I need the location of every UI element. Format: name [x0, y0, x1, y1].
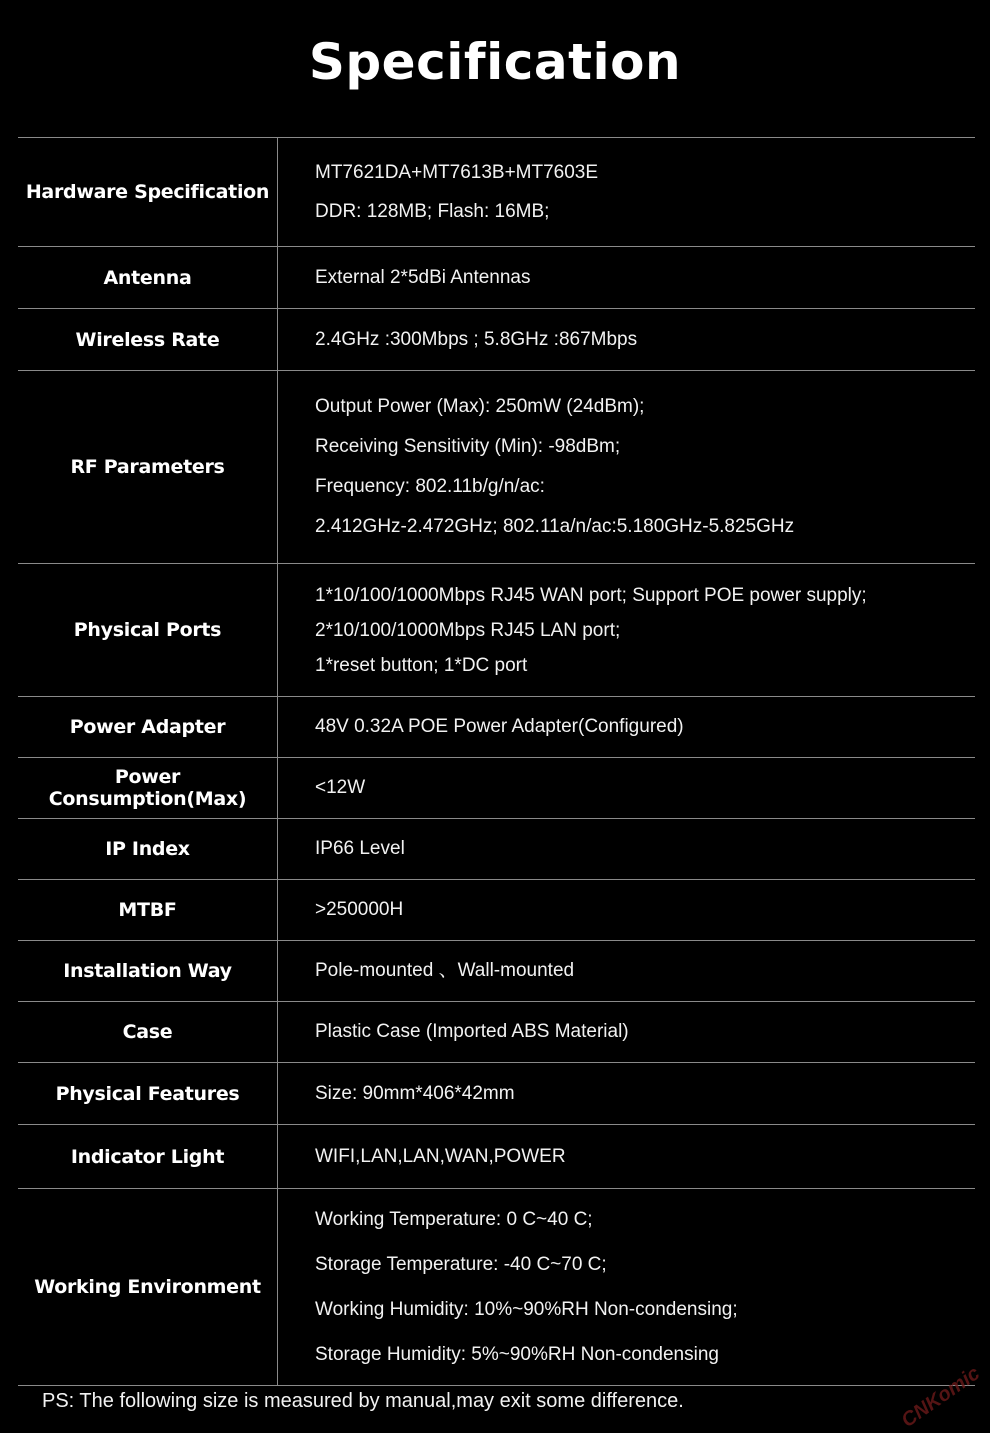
spec-label: IP Index [18, 819, 278, 879]
spec-value-line: WIFI,LAN,LAN,WAN,POWER [315, 1145, 566, 1167]
spec-table [18, 137, 975, 1386]
spec-row [18, 819, 975, 880]
spec-value-line: Frequency: 802.11b/g/n/ac: [315, 476, 545, 497]
spec-value-line: DDR: 128MB; Flash: 16MB; [315, 201, 550, 222]
spec-value-line: Plastic Case (Imported ABS Material) [315, 1021, 629, 1042]
spec-label: Working Environment [18, 1189, 278, 1385]
spec-value-line: 2.4GHz :300Mbps ; 5.8GHz :867Mbps [315, 328, 638, 350]
spec-value-line: >250000H [315, 899, 404, 920]
spec-row [18, 309, 975, 371]
spec-label: Indicator Light [18, 1125, 278, 1188]
spec-value-line: Output Power (Max): 250mW (24dBm); [315, 396, 645, 417]
spec-row [18, 880, 975, 941]
spec-values [278, 138, 975, 246]
spec-values [278, 941, 975, 1001]
spec-value-line: 48V 0.32A POE Power Adapter(Configured) [315, 716, 684, 737]
spec-row [18, 138, 975, 247]
spec-values [278, 309, 975, 370]
spec-values [278, 819, 975, 879]
spec-row [18, 1002, 975, 1063]
spec-values [278, 1189, 975, 1385]
spec-label: MTBF [18, 880, 278, 940]
spec-values [278, 1002, 975, 1062]
spec-value-line: 1*reset button; 1*DC port [315, 654, 528, 676]
spec-label: Power Consumption(Max) [18, 758, 278, 818]
spec-row [18, 1063, 975, 1125]
spec-value-line: IP66 Level [315, 838, 405, 859]
spec-row [18, 371, 975, 564]
spec-row [18, 247, 975, 309]
spec-row [18, 1125, 975, 1189]
spec-value-line: 2*10/100/1000Mbps RJ45 LAN port; [315, 619, 621, 641]
spec-value-line: Working Humidity: 10%~90%RH Non-condensing; [315, 1299, 738, 1320]
spec-values [278, 1125, 975, 1188]
spec-row [18, 564, 975, 697]
spec-row [18, 1189, 975, 1386]
spec-values [278, 564, 975, 696]
spec-values [278, 1063, 975, 1124]
spec-value-line: <12W [315, 777, 366, 798]
spec-label: Installation Way [18, 941, 278, 1001]
spec-values [278, 371, 975, 563]
spec-row [18, 758, 975, 819]
spec-value-line: 2.412GHz-2.472GHz; 802.11a/n/ac:5.180GHz-5.825GHz [315, 516, 795, 537]
watermark-logo: CNKomic [897, 1362, 984, 1432]
spec-value-line: Size: 90mm*406*42mm [315, 1082, 515, 1104]
spec-value-line: Storage Temperature: -40 C~70 C; [315, 1254, 607, 1275]
spec-value-line: Receiving Sensitivity (Min): -98dBm; [315, 436, 621, 457]
spec-values [278, 758, 975, 818]
spec-values [278, 880, 975, 940]
spec-row [18, 941, 975, 1002]
spec-label: Physical Ports [18, 564, 278, 696]
spec-label: Antenna [18, 247, 278, 308]
spec-label: Case [18, 1002, 278, 1062]
spec-values [278, 247, 975, 308]
spec-label: Physical Features [18, 1063, 278, 1124]
spec-value-line: Working Temperature: 0 C~40 C; [315, 1209, 593, 1230]
page-title: Specification [308, 33, 682, 91]
spec-value-line: 1*10/100/1000Mbps RJ45 WAN port; Support POE power supply; [315, 584, 867, 606]
spec-label: Wireless Rate [18, 309, 278, 370]
spec-value-line: Storage Humidity: 5%~90%RH Non-condensing [315, 1344, 719, 1365]
spec-label: Power Adapter [18, 697, 278, 757]
spec-label: RF Parameters [18, 371, 278, 563]
spec-row [18, 697, 975, 758]
spec-values [278, 697, 975, 757]
spec-value-line: External 2*5dBi Antennas [315, 266, 531, 288]
spec-label: Hardware Specification [18, 138, 278, 246]
footer-note: PS: The following size is measured by manual,may exit some difference. [42, 1390, 684, 1412]
spec-value-line: MT7621DA+MT7613B+MT7603E [315, 162, 599, 183]
spec-value-line: Pole-mounted 、Wall-mounted [315, 960, 575, 981]
